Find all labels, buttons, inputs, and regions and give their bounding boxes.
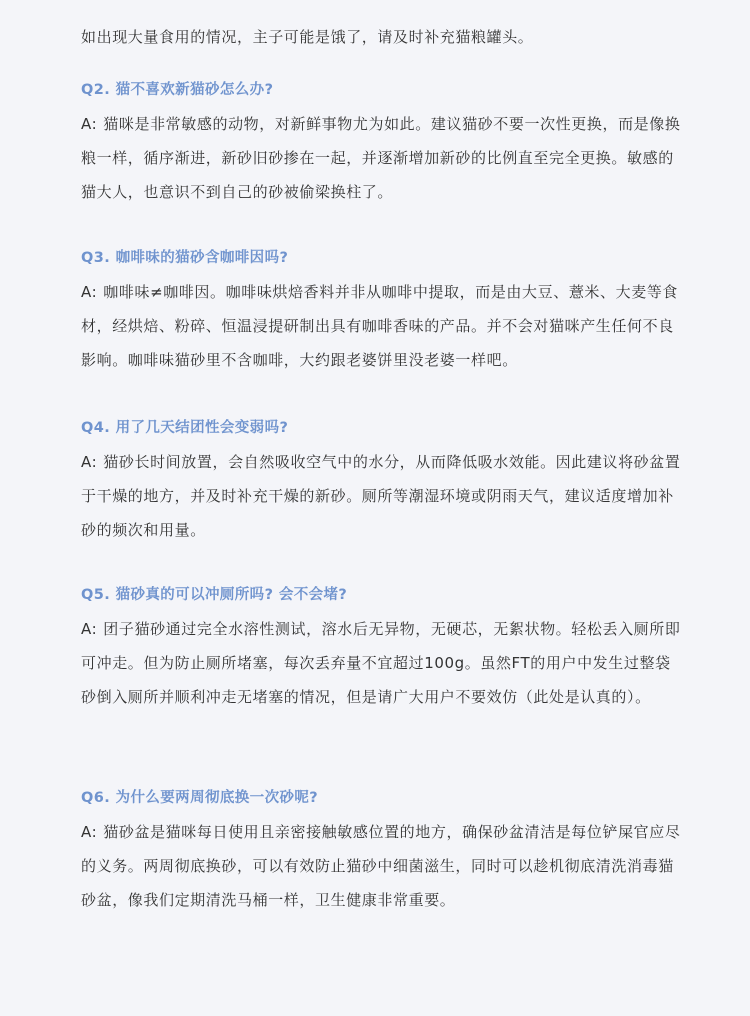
answer-prefix: A: bbox=[81, 823, 98, 841]
answer-prefix: A: bbox=[81, 620, 98, 638]
answer-text-q3: 咖啡味≠咖啡因。咖啡味烘焙香料并非从咖啡中提取，而是由大豆、薏米、大麦等食材，经烘焙、粉碎、恒温浸提研制出具有咖啡香味的产品。并不会对猫咪产生任何不良影响。咖啡味猫砂里不含咖啡，大约跟老婆饼里没老婆一样吧。 bbox=[81, 283, 679, 369]
answer-q6 bbox=[81, 815, 681, 917]
faq-item-q2 bbox=[81, 80, 681, 209]
question-q5: Q5. 猫砂真的可以冲厕所吗? 会不会堵? bbox=[81, 587, 348, 603]
answer-q3 bbox=[81, 275, 681, 377]
answer-text-q2: 猫咪是非常敏感的动物，对新鲜事物尤为如此。建议猫砂不要一次性更换，而是像换粮一样，循序渐进，新砂旧砂掺在一起，并逐渐增加新砂的比例直至完全更换。敏感的猫大人，也意识不到自己的砂被偷梁换柱了。 bbox=[81, 115, 681, 201]
answer-q5 bbox=[81, 612, 681, 714]
answer-text-q6: 猫砂盆是猫咪每日使用且亲密接触敏感位置的地方，确保砂盆清洁是每位铲屎官应尽的义务。两周彻底换砂，可以有效防止猫砂中细菌滋生，同时可以趁机彻底清洗消毒猫砂盆，像我们定期清洗马桶一样，卫生健康非常重要。 bbox=[81, 823, 681, 909]
question-q6: Q6. 为什么要两周彻底换一次砂呢? bbox=[81, 790, 319, 806]
question-q2: Q2. 猫不喜欢新猫砂怎么办? bbox=[81, 82, 274, 98]
answer-q2 bbox=[81, 107, 681, 209]
faq-item-q5 bbox=[81, 585, 681, 714]
faq-item-q4 bbox=[81, 418, 681, 547]
answer-prefix: A: bbox=[81, 283, 98, 301]
answer-text-q4: 猫砂长时间放置，会自然吸收空气中的水分，从而降低吸水效能。因此建议将砂盆置于干燥的地方，并及时补充干燥的新砂。厕所等潮湿环境或阴雨天气，建议适度增加补砂的频次和用量。 bbox=[81, 453, 681, 539]
intro-paragraph: 如出现大量食用的情况，主子可能是饿了，请及时补充猫粮罐头。 bbox=[81, 28, 534, 46]
answer-prefix: A: bbox=[81, 115, 98, 133]
answer-text-q5: 团子猫砂通过完全水溶性测试，溶水后无异物，无硬芯，无絮状物。轻松丢入厕所即可冲走。但为防止厕所堵塞，每次丢弃量不宜超过100g。虽然FT的用户中发生过整袋砂倒入厕所并顺利冲走无堵塞的情况，但是请广大用户不要效仿（此处是认真的）。 bbox=[81, 620, 681, 706]
answer-q4 bbox=[81, 445, 681, 547]
question-q4: Q4. 用了几天结团性会变弱吗? bbox=[81, 420, 289, 436]
question-q3: Q3. 咖啡味的猫砂含咖啡因吗? bbox=[81, 250, 289, 266]
faq-item-q3 bbox=[81, 248, 681, 377]
faq-item-q6 bbox=[81, 788, 681, 917]
answer-prefix: A: bbox=[81, 453, 98, 471]
